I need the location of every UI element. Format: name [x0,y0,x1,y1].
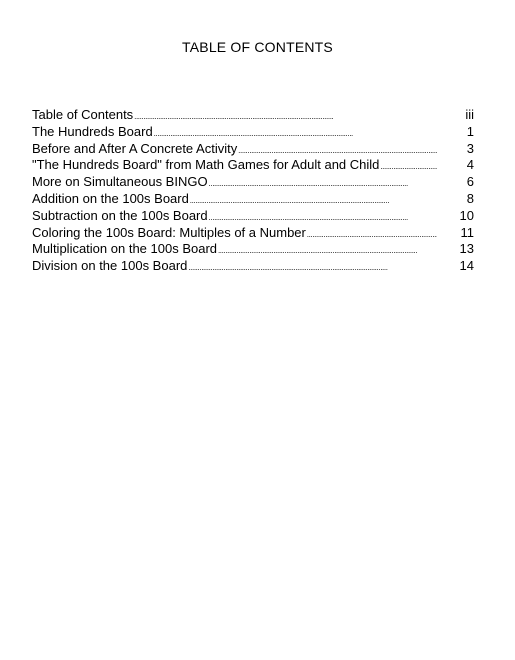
toc-entry [32,208,474,225]
toc-entry [32,258,474,275]
toc-entry-page: 8 [466,190,474,206]
toc-entry-page: 6 [466,174,474,190]
toc-entry-page: 1 [466,123,474,139]
toc-entry-title: Coloring the 100s Board: Multiples of a Number . . . [32,225,437,244]
toc-entry-page: iii [465,107,474,122]
toc-entry-title: Multiplication on the 100s Board . . . [32,241,437,260]
table-of-contents [32,107,474,275]
toc-entry-page: 11 [460,224,474,240]
toc-entry-title: Division on the 100s Board . . . [32,258,437,277]
toc-entry-title: Subtraction on the 100s Board . . . [32,208,437,227]
toc-entry-title: The Hundreds Board . . . [32,124,437,143]
toc-entry [32,191,474,208]
toc-entry-page: 4 [466,157,474,173]
toc-entry-page: 10 [459,207,474,223]
toc-entry [32,241,474,258]
toc-entry [32,124,474,141]
toc-entry [32,157,474,174]
toc-entry-title: Table of Contents . . . [32,107,437,126]
toc-entry-title: Before and After A Concrete Activity . . . [32,141,437,160]
toc-entry-page: 14 [459,258,474,274]
toc-entry [32,107,474,124]
page-title: TABLE OF CONTENTS [182,39,333,55]
toc-entry [32,174,474,191]
toc-entry-title: More on Simultaneous BINGO . . . [32,174,437,193]
toc-entry-title: "The Hundreds Board" from Math Games for Adult and Child . . . [32,157,437,176]
toc-entry-page: 3 [466,140,474,156]
toc-entry-page: 13 [459,241,474,257]
toc-entry [32,225,474,242]
toc-entry-title: Addition on the 100s Board . . . [32,191,437,210]
toc-entry [32,141,474,158]
